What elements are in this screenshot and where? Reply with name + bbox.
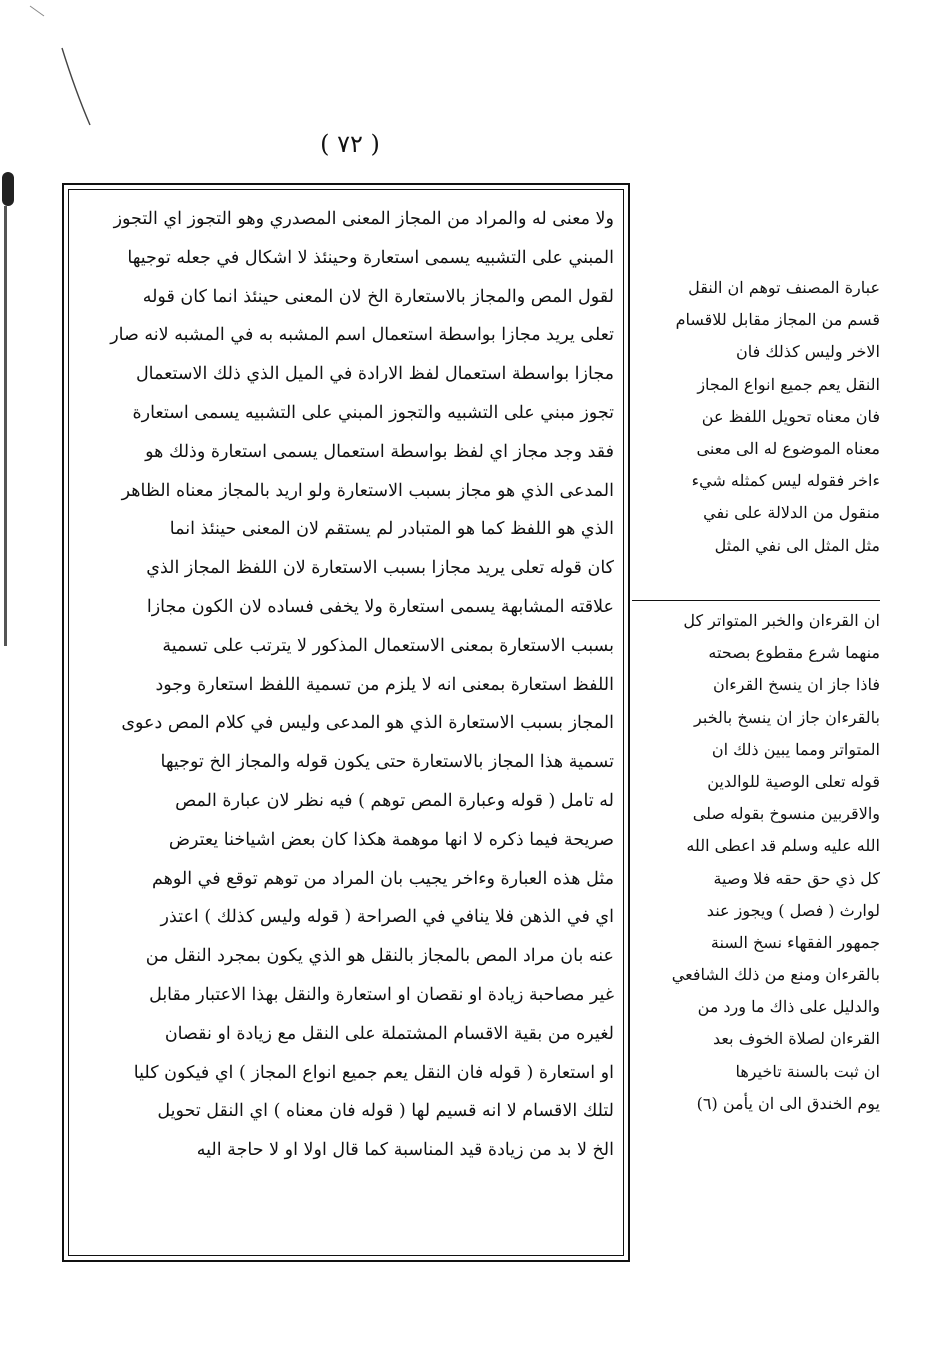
margin-commentary-bottom [632, 605, 880, 1185]
margin-text-line: ان القرءان والخبر المتواتر كل [683, 611, 880, 630]
page-number: ( ٧٢ ) [320, 130, 380, 158]
margin-commentary-top [632, 272, 880, 592]
main-text-line: لغيره من بقية الاقسام المشتملة على النقل مع زيادة او نقصان [164, 1023, 614, 1044]
main-text-line: مثل هذه العبارة وءاخر يجيب بان المراد من توهم توقع في الوهم [151, 868, 614, 889]
main-text-line: المدعى الذي هو مجاز بسبب الاستعارة ولو اريد بالمجاز معناه الظاهر [121, 480, 614, 501]
margin-text-line: جمهور الفقهاء نسخ السنة [710, 932, 880, 952]
margin-text-line: بالقرءان جاز ان ينسخ بالخبر [694, 707, 880, 727]
scan-stroke [0, 0, 935, 200]
main-text-line: كان قوله تعلى يريد مجازا بسبب الاستعارة لان اللفظ المجاز الذي [146, 558, 614, 579]
margin-text-line: القرءان لصلاة الخوف بعد [713, 1029, 880, 1049]
main-text-line: غير مصاحبة زيادة او نقصان او استعارة والنقل بهذا الاعتبار مقابل [149, 984, 614, 1005]
main-text-block [78, 200, 614, 1250]
margin-text-line: عبارة المصنف توهم ان النقل [688, 278, 880, 297]
main-text-line: او استعارة ( قوله فان النقل يعم جميع انواع المجاز ) اي فيكون كليا [133, 1062, 614, 1083]
margin-text-line: ءاخر فقوله ليس كمثله شيء [691, 471, 880, 491]
main-text-line: اللفظ استعارة بمعنى انه لا يلزم من تسمية اللفظ استعارة وجود [155, 674, 614, 695]
main-text-line: المجاز بسبب الاستعارة الذي هو المدعى وليس في كلام المص دعوى [121, 713, 614, 734]
margin-text-line: مثل المثل الى نفي المثل [714, 535, 880, 555]
main-text-line: الخ لا بد من زيادة قيد المناسبة كما قال اولا او لا حاجة اليه [196, 1140, 614, 1161]
margin-text-line: قوله تعلى الوصية للوالدين [707, 771, 880, 791]
main-text-line: عنه بان مراد المص بالمجاز بالنقل هو الذي يكون بمجرد النقل من [145, 946, 614, 967]
margin-text-line: قسم من المجاز مقابل للاقسام [675, 310, 880, 330]
margin-text-line: ان ثبت بالسنة تاخيرها [735, 1061, 880, 1081]
margin-text-line: الاخر وليس كذلك فان [735, 342, 880, 362]
margin-text-line: كل ذي حق حقه فلا وصية [713, 868, 880, 888]
margin-text-line: فاذا جاز ان ينسخ القرءان [713, 675, 880, 695]
main-text-line: صريحة فيما ذكره لا انها موهمة هكذا كان بعض اشياخنا يعترض [168, 829, 614, 850]
margin-text-line: منقول من الدلالة على نفي [703, 503, 880, 523]
main-text-line: فقد وجد مجاز اي لفظ بواسطة استعمال يسمى استعارة وذلك هو [145, 441, 614, 462]
main-text-line: ولا معنى له والمراد من المجاز المعنى المصدري وهو التجوز اي التجوز [113, 209, 614, 229]
main-text-line: مجازا بواسطة استعمال لفظ الارادة في الميل الذي ذلك الاستعمال [135, 364, 614, 385]
margin-text-line: يوم الخندق الى ان يأمن (٦) [696, 1093, 880, 1113]
margin-text-line: النقل يعم جميع انواع المجاز [697, 374, 880, 394]
margin-divider [632, 600, 880, 601]
main-text-line: لتلك الاقسام لا انه قسيم لها ( قوله فان معناه ) اي النقل تحويل [157, 1101, 614, 1122]
main-text-line: له تامل ( قوله وعبارة المص توهم ) فيه نظر لان عبارة المص [175, 790, 614, 811]
margin-text-line: فان معناه تحويل اللفظ عن [701, 406, 880, 426]
main-text-line: اي في الذهن فلا ينافي في الصراحة ( قوله وليس كذلك ) اعتذر [160, 907, 614, 928]
margin-text-line: المتواتر ومما يبين ذلك ان [711, 739, 880, 759]
binding-mark [4, 206, 7, 646]
margin-text-line: معناه الموضوع له الى معنى [696, 438, 880, 458]
main-text-line: علاقته المشابهة يسمى استعارة ولا يخفى فساده لان الكون مجازا [146, 596, 614, 617]
margin-text-line: الله عليه وسلم قد اعطى الله [686, 836, 880, 856]
main-text-line: لقول المص والمجاز بالاستعارة الخ لان المعنى حينئذ انما كان قوله [142, 286, 614, 307]
margin-text-line: منهما شرع مقطوع بصحته [708, 643, 880, 663]
margin-text-line: والدليل على ذاك ما ورد من [697, 997, 880, 1017]
main-text-line: بسبب الاستعارة بمعنى الاستعمال المذكور لا يترتب على تسمية [162, 635, 614, 656]
main-text-line: تسمية هذا المجاز بالاستعارة حتى يكون قوله والمجاز الخ توجيها [160, 752, 614, 773]
margin-text-line: بالقرءان ومنع من ذلك الشافعي [671, 965, 880, 985]
margin-text-line: لوارث ( فصل ) ويجوز عند [706, 900, 880, 920]
main-text-line: المبني على التشبيه يسمى استعارة وحينئذ لا اشكال في جعله توجيها [127, 247, 614, 268]
main-text-line: الذي هو اللفظ كما هو المتبادر لم يستقم لان المعنى حينئذ انما [169, 519, 614, 540]
margin-text-line: والاقربين منسوخ بقوله صلى [692, 804, 880, 824]
main-text-line: تجوز مبني على التشبيه والتجوز المبني على التشبيه يسمى استعارة [132, 402, 614, 423]
main-text-line: تعلى يريد مجازا بواسطة استعمال اسم المشبه به في المشبه لانه صار [110, 325, 614, 346]
